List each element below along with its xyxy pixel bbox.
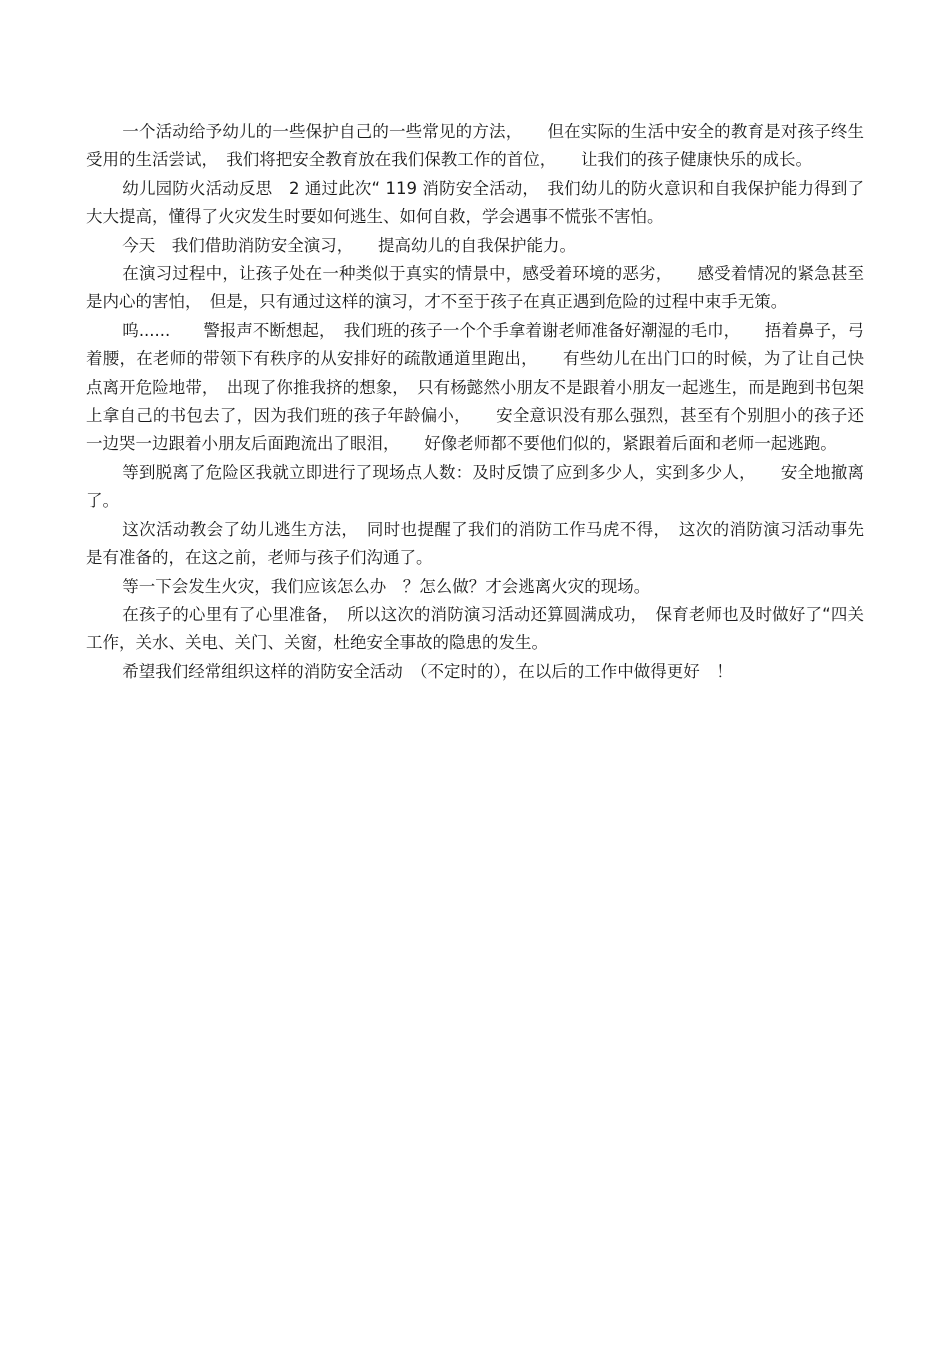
paragraph-7: 这次活动教会了幼儿逃生方法， 同时也提醒了我们的消防工作马虎不得， 这次的消防演习活动事先是有准备的，在这之前，老师与孩子们沟通了。 bbox=[86, 519, 864, 568]
paragraph-3: 今天 我们借助消防安全演习， 提高幼儿的自我保护能力。 bbox=[122, 235, 577, 255]
paragraph-6: 等到脱离了危险区我就立即进行了现场点人数：及时反馈了应到多少人，实到多少人， 安全地撤离了。 bbox=[86, 462, 864, 511]
paragraph-10: 希望我们经常组织这样的消防安全活动 （不定时的），在以后的工作中做得更好 ！ bbox=[122, 661, 733, 681]
paragraph-8: 等一下会发生火灾，我们应该怎么办 ？怎么做？才会逃离火灾的现场。 bbox=[122, 576, 651, 596]
paragraph-1: 一个活动给予幼儿的一些保护自己的一些常见的方法， 但在实际的生活中安全的教育是对孩子终生受用的生活尝试， 我们将把安全教育放在我们保教工作的首位， 让我们的孩子健康快乐的成长。 bbox=[86, 122, 864, 170]
paragraph-9: 在孩子的心里有了心里准备， 所以这次的消防演习活动还算圆满成功， 保育老师也及时做好了“四关工作，关水、关电、关门、关窗，杜绝安全事故的隐患的发生。 bbox=[86, 604, 864, 653]
paragraph-4: 在演习过程中，让孩子处在一种类似于真实的情景中，感受着环境的恶劣， 感受着情况的紧急甚至是内心的害怕， 但是，只有通过这样的演习，才不至于孩子在真正遇到危险的过程中束手无策。 bbox=[86, 264, 864, 312]
paragraph-2: 幼儿园防火活动反思 2 通过此次“ 119 消防安全活动， 我们幼儿的防火意识和自我保护能力得到了大大提高，懂得了火灾发生时要如何逃生、如何自救，学会遇事不慌张不害怕。 bbox=[86, 178, 864, 227]
document-body bbox=[86, 118, 864, 686]
paragraph-5: 呜...... 警报声不断想起， 我们班的孩子一个个手拿着谢老师准备好潮湿的毛巾， 捂着鼻子，弓着腰，在老师的带领下有秩序的从安排好的疏散通道里跑出， 有些幼儿在出门口的时候，为了让自己快点离开危险地带， 出现了你推我挤的想象， 只有杨懿然小朋友不是跟着小朋友一起逃生，而是跑到书包架上拿自己的书包去了，因为我们班的孩子年龄偏小， 安全意识没有那么强烈，甚至有个别胆小的孩子还一边哭一边跟着小朋友后面跑流出了眼泪， 好像老师都不要他们似的，紧跟着后面和老师一起逃跑。 bbox=[86, 320, 864, 454]
